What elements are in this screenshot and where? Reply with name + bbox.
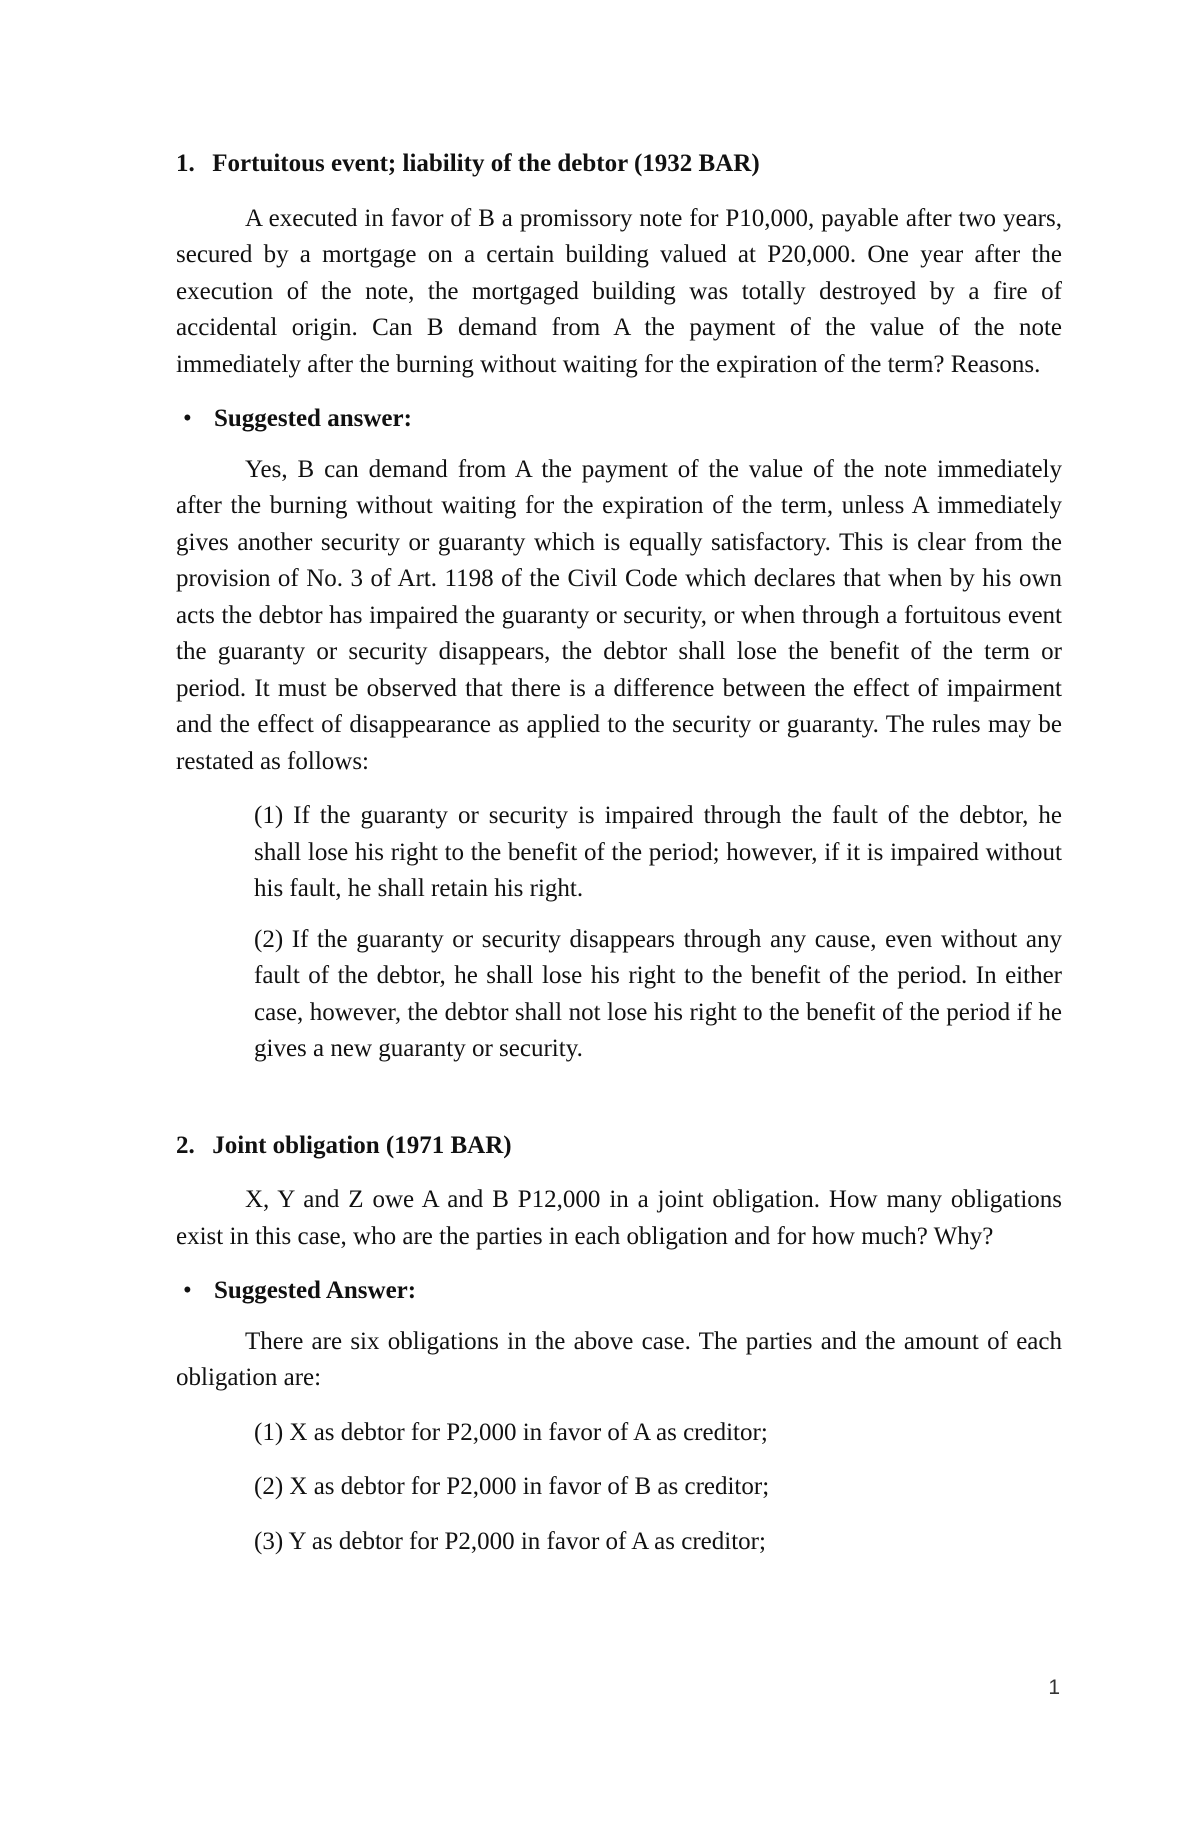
question-2-text: X, Y and Z owe A and B P12,000 in a joint obligation. How many obligations exist in this case, who are the parties in each obligation and for how much? Why? bbox=[176, 1186, 1062, 1250]
answer-label-text: Suggested answer: bbox=[214, 405, 412, 432]
rule-item: (2) If the guaranty or security disappears through any cause, even without any fault of the debtor, he shall lose his right to the benefit of the period. In either case, however, the debtor shall not lose his right to the benefit of the period if he gives a new guaranty or security. bbox=[254, 925, 1062, 1062]
obligation-item: (3) Y as debtor for P2,000 in favor of A as creditor; bbox=[254, 1527, 766, 1555]
bullet-icon: • bbox=[183, 1277, 192, 1304]
obligation-item: (1) X as debtor for P2,000 in favor of A as creditor; bbox=[254, 1418, 768, 1446]
page-number: 1 bbox=[1048, 1676, 1060, 1699]
answer-label-text: Suggested Answer: bbox=[214, 1277, 417, 1304]
question-1-heading bbox=[176, 146, 1062, 183]
rule-item: (1) If the guaranty or security is impaired through the fault of the debtor, he shall lose his right to the benefit of the period; however, if it is impaired without his fault, he shall retain his right. bbox=[254, 802, 1062, 902]
question-2-number: 2. bbox=[176, 1131, 195, 1159]
bullet-icon: • bbox=[183, 405, 192, 432]
question-1-answer: Yes, B can demand from A the payment of the value of the note immediately after the burning without waiting for the expiration of the term, unless A immediately gives another security or guaranty which is equally satisfactory. This is clear from the provision of No. 3 of Art. 1198 of the Civil Code which declares that when by his own acts the debtor has impaired the guaranty or security, or when through a fortuitous event the guaranty or security disappears, the debtor shall lose the benefit of the term or period. It must be observed that there is a difference between the effect of impairment and the effect of disappearance as applied to the security or guaranty. The rules may be restated as follows: bbox=[176, 455, 1062, 775]
question-1-title: Fortuitous event; liability of the debtor (1932 BAR) bbox=[212, 150, 760, 177]
document-page bbox=[176, 146, 1062, 1560]
question-2-title: Joint obligation (1971 BAR) bbox=[212, 1131, 512, 1159]
question-2-answer-label bbox=[176, 1273, 1062, 1310]
question-1-answer-label bbox=[176, 401, 1062, 438]
question-1-text: A executed in favor of B a promissory note for P10,000, payable after two years, secured by a mortgage on a certain building valued at P20,000. One year after the execution of the note, the mortgaged building was totally destroyed by a fire of accidental origin. Can B demand from A the payment of the value of the note immediately after the burning without waiting for the expiration of the term? Reasons. bbox=[176, 204, 1062, 378]
question-1-number: 1. bbox=[176, 150, 195, 177]
question-2-answer: There are six obligations in the above case. The parties and the amount of each obligation are: bbox=[176, 1327, 1062, 1391]
question-2-heading bbox=[176, 1128, 1062, 1165]
obligation-item: (2) X as debtor for P2,000 in favor of B as creditor; bbox=[254, 1473, 770, 1500]
